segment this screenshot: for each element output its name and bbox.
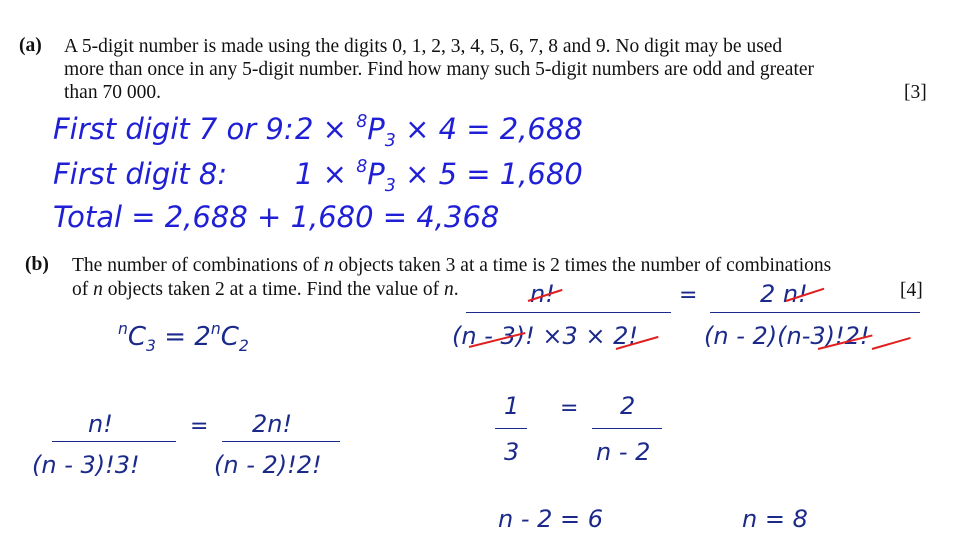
frac5-denominator: 3: [504, 438, 520, 466]
frac6-numerator: 2: [620, 392, 636, 420]
comb-letter: C: [220, 321, 239, 352]
part-b-line1-pre: The number of combinations of: [72, 255, 324, 276]
variable-n: n: [323, 255, 334, 276]
cancel-stroke: [872, 337, 911, 350]
part-b-label: (b): [25, 254, 49, 275]
frac2-numerator: 2n!: [252, 410, 293, 438]
line2-expr-post: × 5 = 1,680: [405, 157, 583, 192]
variable-n: n: [444, 279, 454, 300]
comb-sup: n: [210, 320, 221, 338]
frac2-bar: [222, 441, 340, 442]
frac5-numerator: 1: [504, 392, 520, 420]
combination-equation: [118, 320, 249, 355]
part-b-line1-post: objects taken 3 at a time is 2 times the number of combinations: [333, 255, 832, 276]
frac6-denominator: n - 2: [596, 438, 651, 466]
part-b-line2-end: .: [453, 279, 459, 300]
part-a-working-line1-label: First digit 7 or 9:: [53, 112, 294, 146]
part-a-working-line2-label: First digit 8:: [53, 157, 228, 191]
frac3-frac4-equals: =: [679, 283, 698, 308]
perm-sub: 3: [384, 131, 396, 152]
perm-sub: 3: [384, 176, 396, 197]
part-a-question-line3: than 70 000.: [64, 82, 161, 103]
part-b-marks: [4]: [900, 280, 923, 301]
frac4-denominator: (n - 2)(n-3)!2!: [704, 322, 870, 350]
comb-letter: C: [127, 321, 147, 352]
frac1-frac2-equals: =: [190, 414, 209, 439]
comb-sup: n: [118, 320, 128, 338]
line1-expr-pre: 2 ×: [295, 112, 347, 147]
frac5-bar: [495, 428, 527, 429]
frac6-bar: [592, 428, 662, 429]
part-b-line2-mid: objects taken 2 at a time. Find the value of: [102, 279, 445, 300]
part-a-label: (a): [19, 35, 42, 56]
frac5-frac6-equals: =: [560, 396, 579, 421]
part-a-working-line2-expr: [295, 157, 583, 196]
frac3-numerator: n!: [530, 280, 555, 308]
perm-sup: 8: [356, 112, 368, 132]
line1-expr-post: × 4 = 2,688: [405, 112, 583, 147]
part-a-question-line1: A 5-digit number is made using the digits 0, 1, 2, 3, 4, 5, 6, 7, 8 and 9. No digit may be used: [64, 36, 783, 57]
final-answer: n = 8: [742, 505, 808, 533]
part-b-question-line2: [72, 278, 459, 301]
part-a-working-line1-expr: [295, 112, 583, 151]
part-a-working-total: Total = 2,688 + 1,680 = 4,368: [53, 200, 500, 234]
frac1-numerator: n!: [88, 410, 113, 438]
frac3-denominator: (n - 3)! ×3 × 2!: [452, 322, 639, 350]
perm-letter: P: [367, 112, 385, 147]
frac4-bar: [710, 312, 920, 313]
frac1-denominator: (n - 3)!3!: [32, 451, 140, 479]
comb-left-sub: 3: [146, 337, 156, 356]
frac1-bar: [52, 441, 176, 442]
comb-eq: = 2: [164, 321, 211, 352]
part-a-question-line2: more than once in any 5-digit number. Find how many such 5-digit numbers are odd and greater: [64, 59, 815, 80]
variable-n: n: [93, 279, 103, 300]
frac3-bar: [466, 312, 671, 313]
frac4-numerator: 2 n!: [760, 280, 808, 308]
step-equation: n - 2 = 6: [498, 505, 604, 533]
part-b-question-line1: [72, 254, 831, 277]
perm-sup: 8: [356, 157, 368, 177]
perm-letter: P: [367, 157, 385, 192]
frac2-denominator: (n - 2)!2!: [214, 451, 322, 479]
line2-expr-pre: 1 ×: [295, 157, 347, 192]
part-a-marks: [3]: [904, 82, 927, 103]
part-b-line2-pre: of: [72, 279, 94, 300]
comb-right-sub: 2: [238, 337, 249, 356]
